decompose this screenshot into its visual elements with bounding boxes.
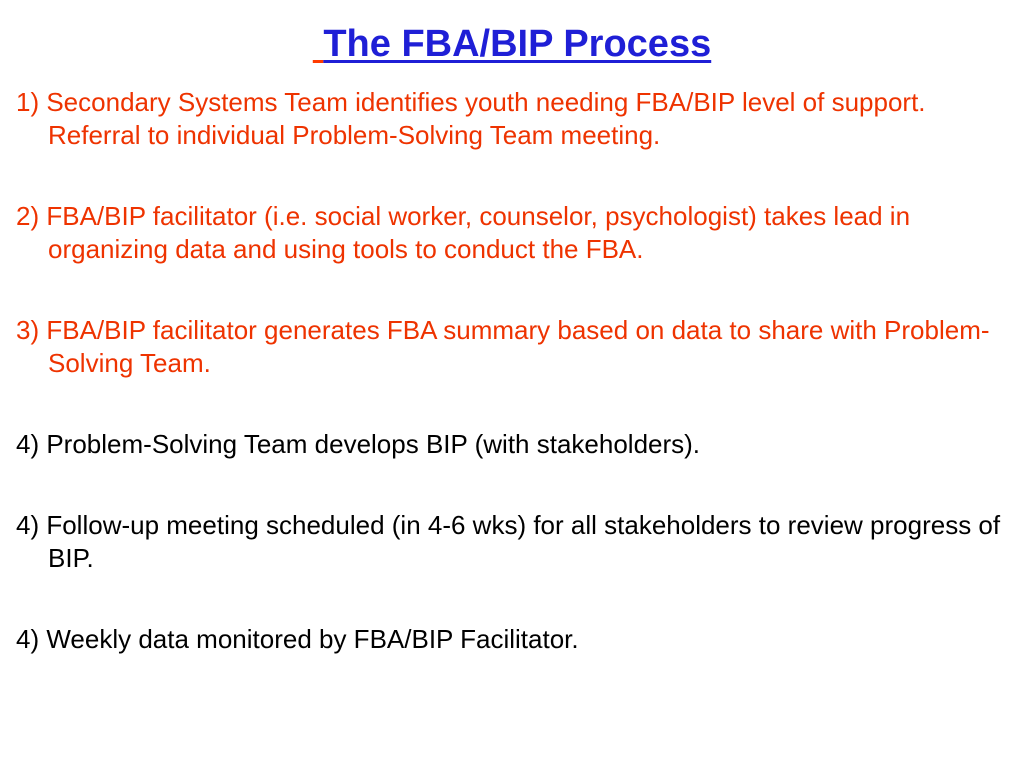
step-item: 4) Problem-Solving Team develops BIP (with stakeholders). (16, 429, 701, 459)
step-item: 4) Weekly data monitored by FBA/BIP Facilitator. (16, 624, 579, 654)
step-item: 2) FBA/BIP facilitator (i.e. social worker, counselor, psychologist) takes lead in organizing data and using tools to conduct the FBA. (16, 201, 911, 264)
step-item: 1) Secondary Systems Team identifies youth needing FBA/BIP level of support. Referral to individual Problem-Solving Team meeting. (16, 87, 926, 150)
step-item: 3) FBA/BIP facilitator generates FBA summary based on data to share with Problem-Solving Team. (16, 315, 990, 378)
process-steps-list (16, 86, 1008, 704)
step-item: 4) Follow-up meeting scheduled (in 4-6 wks) for all stakeholders to review progress of BIP. (16, 510, 1001, 573)
slide-title (0, 18, 1024, 70)
title-lead-space (313, 23, 324, 65)
title-text: The FBA/BIP Process (323, 23, 712, 65)
